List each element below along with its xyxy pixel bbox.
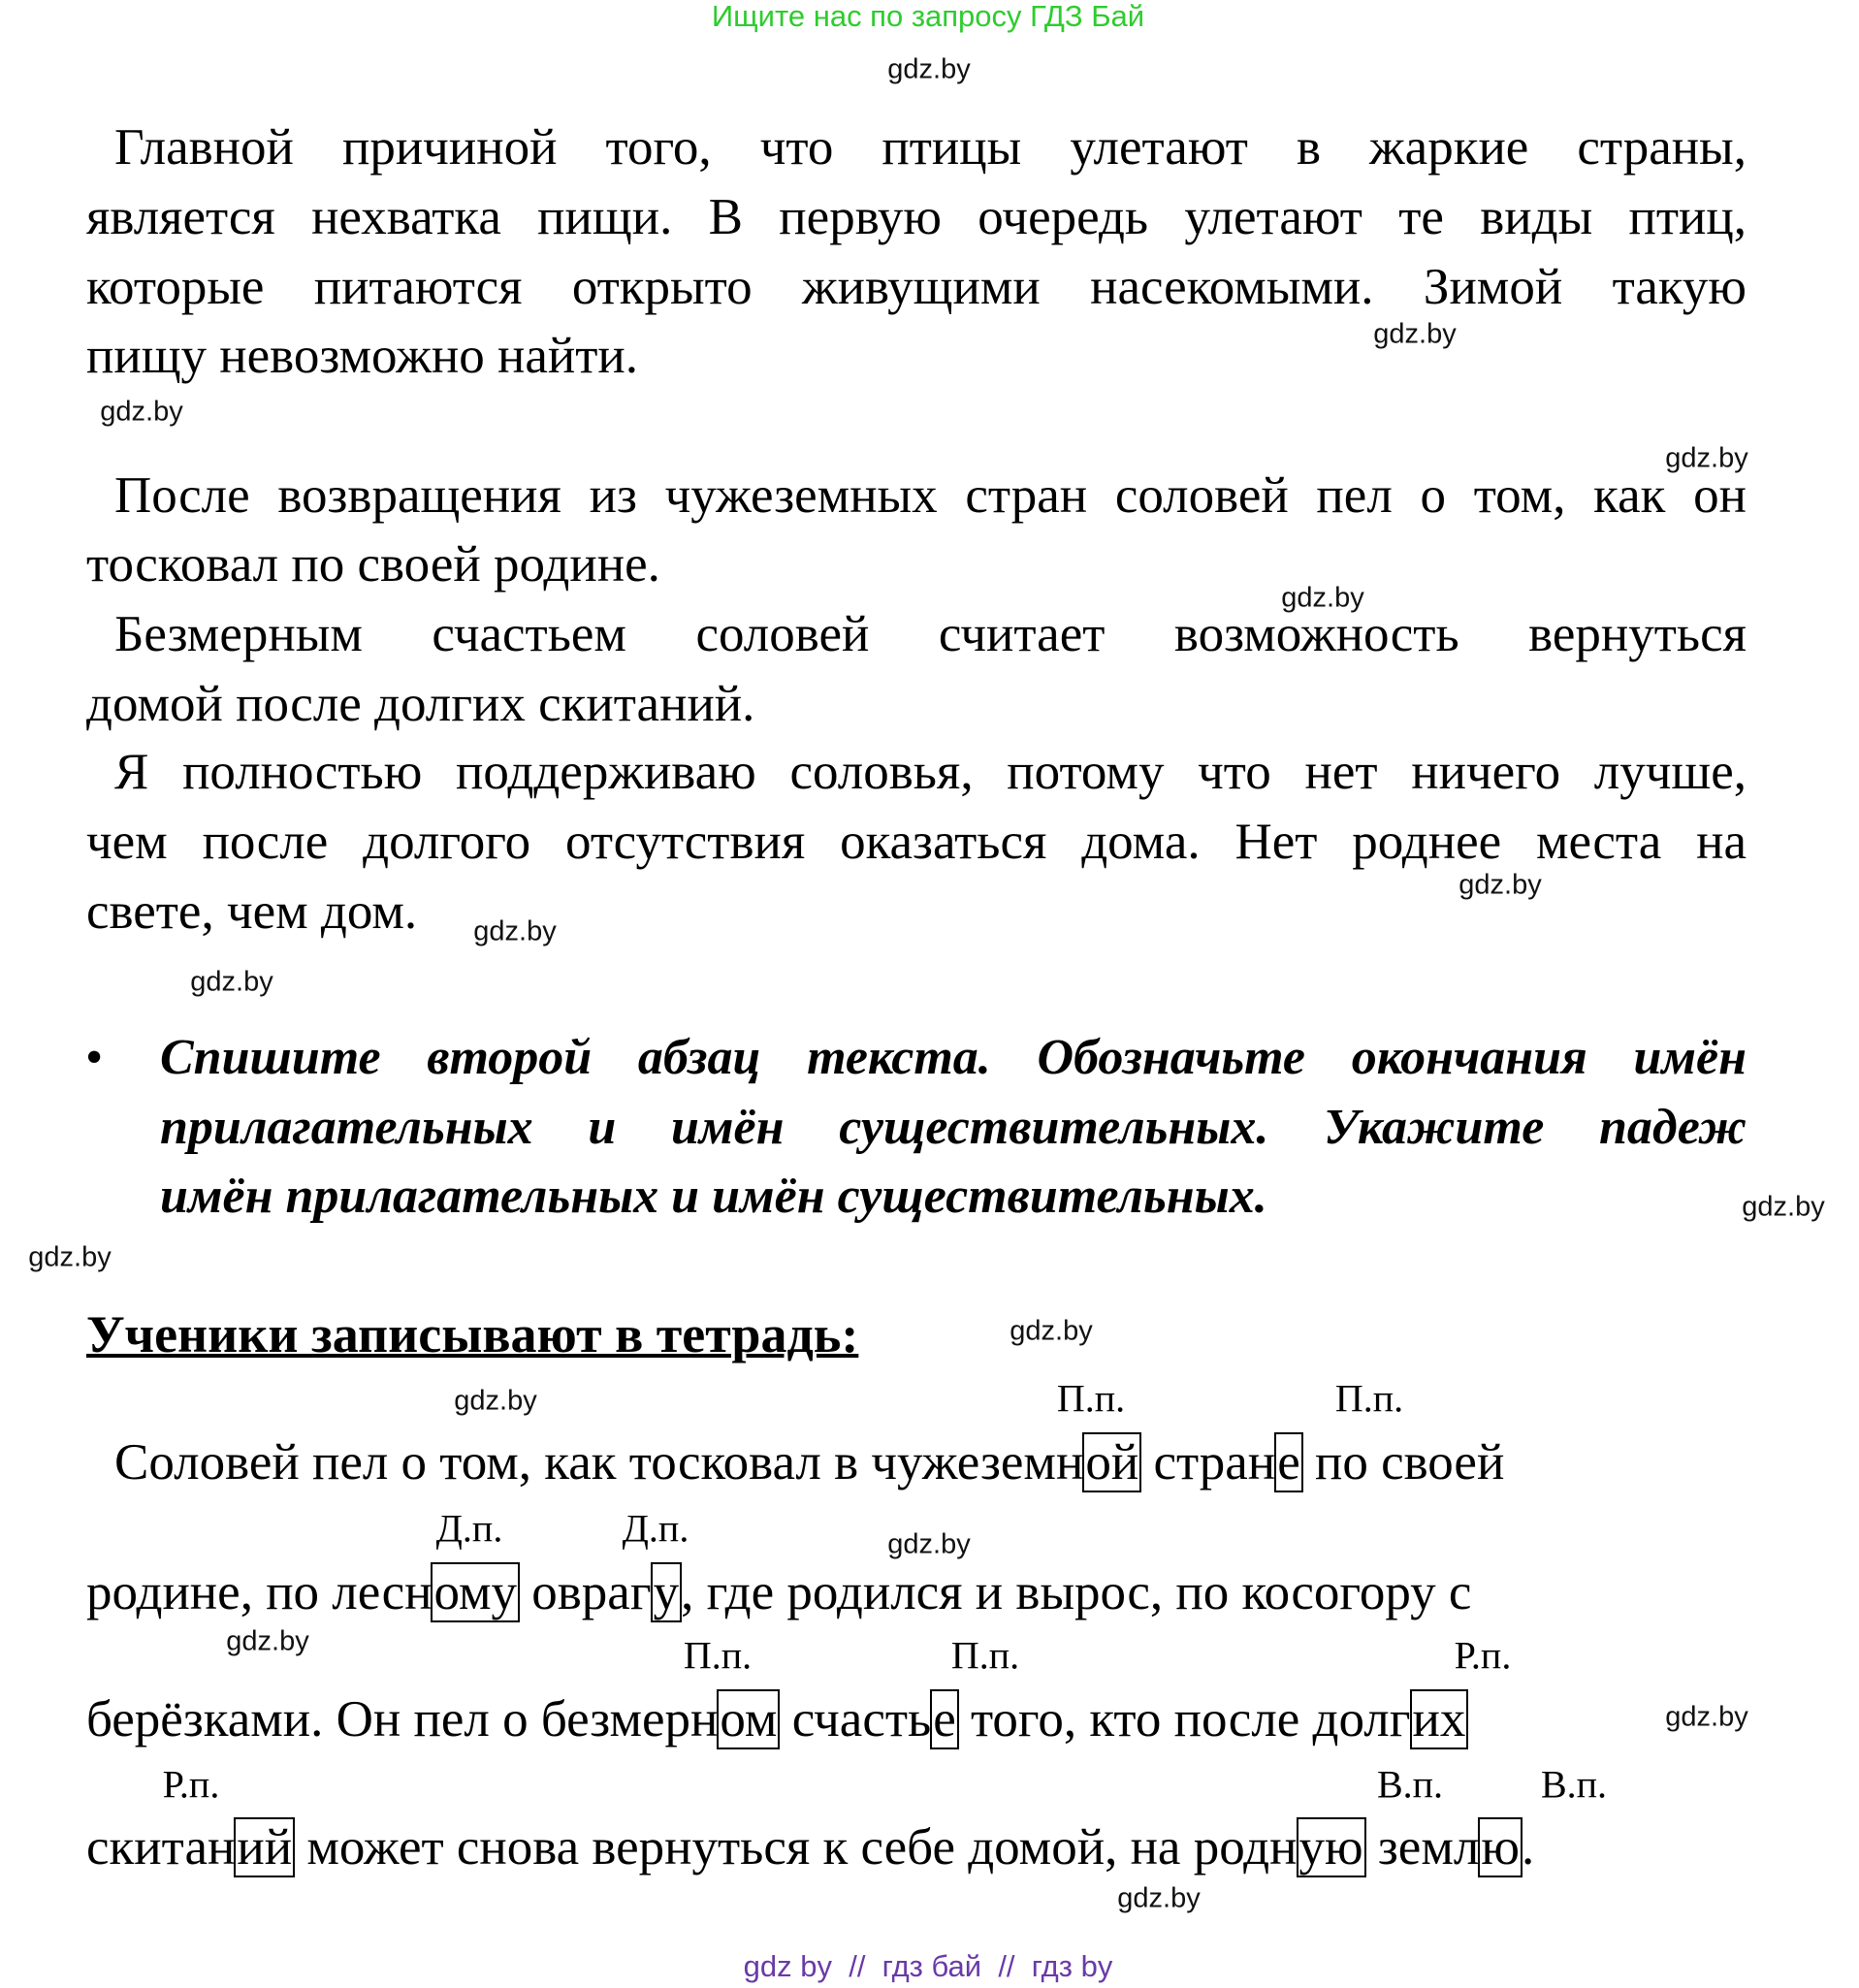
case-label: Д.п. [622,1506,689,1551]
watermark: gdz.by [1665,1701,1748,1733]
text-segment: по своей [1301,1434,1505,1491]
boxed-ending: ий [234,1817,295,1877]
task-line: Спишите второй абзац текста. Обозначьте окончания имён [160,1030,1747,1085]
text-segment: земл [1364,1819,1480,1876]
text-line: тосковал по своей родине. [86,536,660,593]
footer-links: gdz by // гдз бай // гдз by [743,1949,1113,1983]
answer-line [86,1684,1747,1754]
boxed-ending: е [930,1689,959,1749]
text-line: пищу невозможно найти. [86,328,638,384]
watermark: gdz.by [1742,1191,1825,1223]
bullet-icon: • [85,1030,104,1085]
text-line: домой после долгих скитаний. [86,676,755,732]
watermark: gdz.by [1373,318,1457,350]
text-line: После возвращения из чужеземных стран соловей пел о том, как он [114,467,1747,524]
text-line: Главной причиной того, что птицы улетают в жаркие страны, [114,119,1747,176]
case-label: Д.п. [435,1506,503,1551]
text-segment: того, кто после долг [957,1691,1411,1748]
task-line: прилагательных и имён существительных. Укажите падеж [160,1100,1747,1155]
watermark: gdz.by [454,1385,537,1417]
answer-line [114,1427,1775,1497]
boxed-ending: ому [431,1562,520,1622]
text-segment: может снова вернуться к себе домой, на родн [294,1819,1298,1876]
case-label: П.п. [950,1633,1020,1678]
watermark: gdz.by [1458,869,1542,901]
answer-line [86,1557,1747,1627]
watermark: gdz.by [1665,442,1748,474]
watermark: gdz.by [28,1241,112,1273]
text-segment: родине, по лесн [86,1564,433,1620]
task-line: имён прилагательных и имён существительных. [160,1169,1267,1224]
case-label: П.п. [683,1633,753,1678]
watermark: gdz.by [1010,1315,1093,1347]
text-line: которые питаются открыто живущими насекомыми. Зимой такую [86,259,1747,315]
text-segment: , где родился и вырос, по косогору с [681,1564,1472,1620]
watermark: gdz.by [1117,1882,1201,1914]
watermark: gdz.by [473,915,557,947]
boxed-ending: е [1274,1432,1303,1492]
boxed-ending: ую [1297,1817,1366,1877]
case-label: Р.п. [162,1762,220,1807]
boxed-ending: их [1410,1689,1469,1749]
text-line: Я полностью поддерживаю соловья, потому что нет ничего лучше, [114,744,1747,800]
case-label: В.п. [1376,1762,1444,1807]
text-segment: Соловей пел о том, как тосковал в чужеземн [114,1434,1084,1491]
text-segment: скитан [86,1819,236,1876]
watermark: gdz.by [100,396,183,428]
text-segment: . [1521,1819,1535,1876]
boxed-ending: ю [1478,1817,1522,1877]
watermark: gdz.by [226,1625,309,1657]
boxed-ending: у [651,1562,683,1622]
case-label: Р.п. [1454,1633,1512,1678]
answer-line [86,1812,1747,1882]
text-line: Безмерным счастьем соловей считает возможность вернуться [114,606,1747,662]
text-segment: стран [1140,1434,1276,1491]
text-segment: берёзками. Он пел о безмерн [86,1691,719,1748]
case-label: П.п. [1334,1376,1404,1421]
text-segment: счасть [779,1691,932,1748]
case-label: П.п. [1056,1376,1126,1421]
watermark: gdz.by [887,53,971,85]
promo-header: Ищите нас по запросу ГДЗ Бай [711,0,1145,33]
watermark: gdz.by [887,1528,971,1560]
text-line: чем после долгого отсутствия оказаться дома. Нет роднее места на [86,814,1747,870]
case-label: В.п. [1540,1762,1608,1807]
watermark: gdz.by [190,966,273,998]
text-segment: овраг [519,1564,652,1620]
text-line: является нехватка пищи. В первую очередь улетают те виды птиц, [86,189,1747,245]
text-line: свете, чем дом. [86,883,418,940]
watermark: gdz.by [1281,582,1364,614]
answer-heading: Ученики записывают в тетрадь: [86,1305,859,1363]
boxed-ending: ой [1082,1432,1141,1492]
boxed-ending: ом [717,1689,780,1749]
